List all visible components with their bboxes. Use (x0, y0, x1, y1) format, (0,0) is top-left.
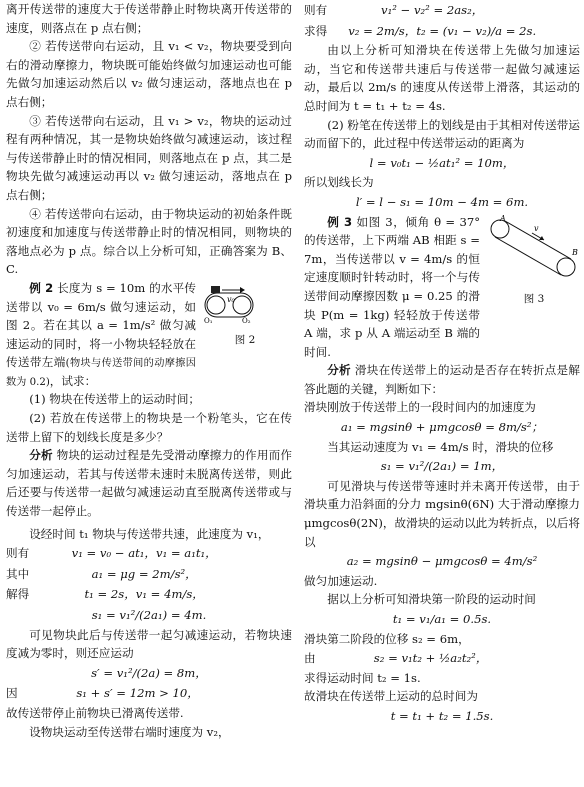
equation-line: 其中 a₁ = μg = 2m/s²， (6, 566, 197, 581)
paragraph: (2) 粉笔在传送带上的划线是由于其相对传送带运动而留下的，此过程中传送带运动的距离为 (304, 117, 580, 151)
equation-line: 则有 v₁² − v₂² = 2as₂， (304, 3, 484, 17)
paragraph: 可见物块此后与传送带一起匀减速运动，若物块速度减为零时，则还应运动 (6, 627, 292, 661)
example-3 (304, 213, 580, 362)
paragraph: 设物块运动至传送带右端时速度为 v₂， (29, 724, 230, 739)
paragraph: 求得运动时间 t₂ = 1s. (304, 670, 421, 685)
equation: a₂ = mgsinθ − μmgcosθ = 4m/s² (346, 554, 538, 569)
right-column (304, 0, 580, 727)
figure-3 (488, 215, 580, 309)
equation: l = v₀t₁ − ½at₁² = 10m， (369, 155, 515, 170)
example-2 (6, 279, 292, 391)
question-1: (1) 物块在传送带上的运动时间； (29, 392, 201, 407)
figure-2 (202, 283, 288, 349)
example-2-title: 例 2 (29, 280, 54, 295)
paragraph: 故传送带停止前物块已滑离传送带. (6, 705, 184, 720)
equation: t = t₁ + t₂ = 1.5s. (390, 708, 494, 723)
o2-label: O₂ (242, 316, 251, 325)
inclined-belt-diagram (488, 215, 580, 285)
equation: s′ = v₁²/(2a) = 8m， (91, 665, 207, 680)
example-3-text: 例 3 如图 3，倾角 θ = 37° 的传送带，上下两端 AB 相距 s = 7m，当传送带以 v = 4m/s 的恒定速度顺时针转动时，将一个与传送带间动摩擦因数 μ = 0.25 的滑块 P(m = 1kg) 轻轻放于传送带 A 端，求 p 从 A 端运动至 B 端的时间. (304, 214, 480, 359)
v-label: v (534, 223, 539, 233)
paragraph: 当其运动速度为 v₁ = 4m/s 时，滑块的位移 (327, 439, 554, 454)
equation: t₁ = v₁/a₁ = 0.5s. (392, 612, 492, 626)
equation: s₁ = v₁²/(2a₁) = 4m. (91, 608, 207, 622)
paragraph: 滑块第二阶段的位移 s₂ = 6m， (304, 631, 470, 646)
paragraph: 由以上分析可知滑块在传送带上先做匀加速运动，当它和传送带共速后与传送带一起做匀减速运动，最后以 2m/s 的速度从传送带上滑落，其运动的总时间为 t = t₁ + t₂ = 4s. (304, 43, 580, 113)
analysis-paragraph: 分析 物块的运动过程是先受滑动摩擦力的作用而作匀加速运动，若其与传送带未速时未脱离传送带，则此后还要与传送带一起做匀减速运动直至脱离传送带或与传送带一起停止。 (6, 448, 292, 519)
paragraph: 做匀加速运动. (304, 573, 378, 588)
figure-2-caption: 图 2 (234, 333, 256, 346)
example-3-title: 例 3 (327, 214, 353, 229)
paragraph: 可见滑块与传送带等速时并未离开传送带，由于滑块重力沿斜面的分力 mgsinθ(6N) 大于滑动摩擦力 μmgcosθ(2N)，故滑块的运动以此为转折点，以后将以 (304, 478, 581, 549)
example-2-text: 例 2 长度为 s = 10m 的水平传送带以 v₀ = 6m/s 做匀速运动，如图 2。若在其以 a = 1m/s² 做匀减速运动的同时，将一小物块轻轻放在传送带左端(物块与传送带间的动摩擦因数为 0.2)，试求： (6, 280, 197, 388)
left-column (6, 0, 292, 741)
paragraph: 滑块刚放于传送带上的一段时间内的加速度为 (304, 400, 536, 415)
b-label: B (572, 247, 578, 257)
paragraph: 离开传送带的速度大于传送带静止时物块离开传送带的速度，则落点在 p 点右侧； (6, 2, 292, 35)
equation: s₁ = v₁²/(2a₁) = 1m， (380, 459, 504, 474)
figure-3-caption: 图 3 (523, 293, 545, 306)
analysis-title: 分析 (29, 448, 53, 463)
question-2: (2) 若放在传送带上的物块是一个粉笔头，它在传送带上留下的划线长度是多少？ (6, 411, 292, 444)
equation-line: 则有 v₁ = v₀ − at₁，v₁ = a₁t₁， (6, 546, 217, 561)
equation: l′ = l − s₁ = 10m − 4m = 6m. (355, 194, 529, 209)
equation: a₁ = mgsinθ + μmgcosθ = 8m/s²； (340, 420, 544, 435)
conveyor-belt-diagram (202, 283, 288, 325)
paragraph: 所以划线长为 (304, 175, 374, 190)
a-label: A (500, 214, 506, 223)
paragraph: 故滑块在传送带上运动的总时间为 (304, 689, 478, 704)
analysis-title: 分析 (327, 363, 351, 378)
v0-label: v₀ (227, 294, 235, 304)
equation-line: 解得 t₁ = 2s，v₁ = 4m/s， (6, 587, 204, 602)
equation-line: 因 s₁ + s′ = 12m > 10， (6, 686, 199, 701)
equation-line: 求得 v₂ = 2m/s，t₂ = (v₁ − v₂)/a = 2s. (304, 23, 537, 38)
paragraph: 据以上分析可知滑块第一阶段的运动时间 (327, 592, 536, 607)
analysis-paragraph: 分析 滑块在传送带上的运动是否存在转折点是解答此题的关键，判断如下： (304, 363, 580, 396)
o1-label: O₁ (204, 316, 213, 325)
paragraph: ③ 若传送带向右运动，且 v₁ > v₂，物块的运动过程有两种情况，其一是物块始终做匀减速运动，该过程与传送带静止时的情况相同，则落地点在 p 点，其二是物块先做匀减速运动再以 v₂ 做匀速运动，落地点在 p 点右侧； (6, 113, 292, 202)
paragraph: ④ 若传送带向右运动，由于物块运动的初始条件既初速度和加速度与传送带静止时的情况相同，则物块的落地点必为 p 点。综合以上分析可知，正确答案为 B、C. (6, 206, 292, 277)
paragraph: ② 若传送带向右运动，且 v₁ < v₂，物块要受到向右的滑动摩擦力，物块既可能始终做匀加速运动也可能先做匀加速运动然后以 v₂ 做匀速运动，落地点也在 p 点右侧； (6, 39, 292, 109)
paragraph: 设经时间 t₁ 物块与传送带共速，此速度为 v₁， (29, 526, 270, 541)
equation-line: 由 s₂ = v₁t₂ + ½a₂t₂²， (304, 651, 488, 666)
